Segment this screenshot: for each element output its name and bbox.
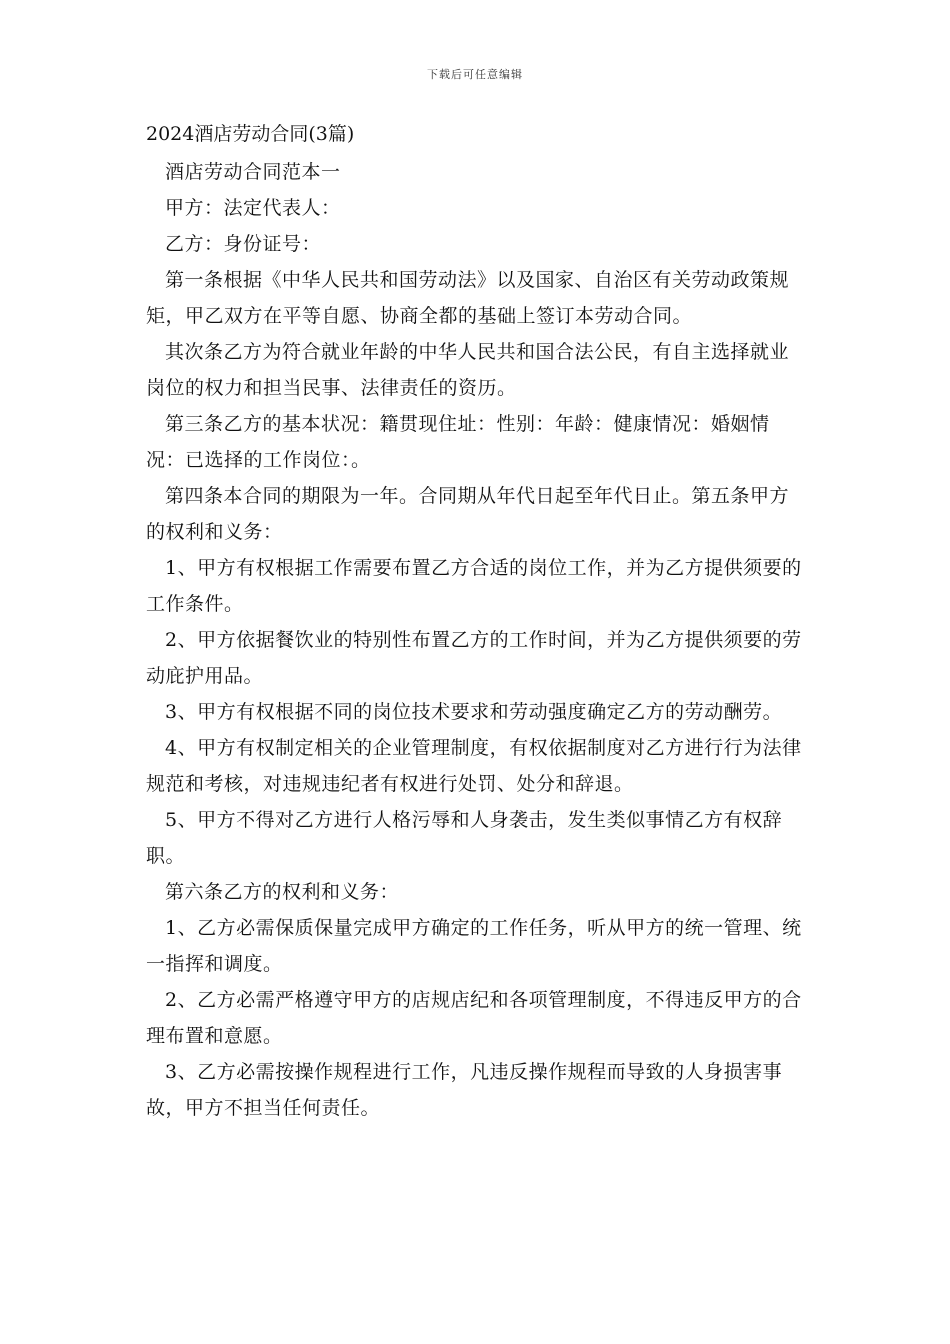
paragraph-party-a: 甲方：法定代表人： bbox=[165, 197, 341, 219]
paragraph-b-item-2: 2、乙方必需严格遵守甲方的店规店纪和各项管理制度，不得违反甲方的合理布置和意愿。 bbox=[146, 989, 802, 1047]
paragraph-party-b: 乙方：身份证号： bbox=[165, 233, 322, 255]
paragraph-a-item-1: 1、甲方有权根据工作需要布置乙方合适的岗位工作，并为乙方提供须要的工作条件。 bbox=[146, 557, 802, 615]
paragraph-subtitle: 酒店劳动合同范本一 bbox=[165, 161, 341, 183]
paragraph-article-4: 第四条本合同的期限为一年。合同期从年代日起至年代日止。第五条甲方的权利和义务： bbox=[146, 485, 790, 543]
paragraph-a-item-5: 5、甲方不得对乙方进行人格污辱和人身袭击，发生类似事情乙方有权辞职。 bbox=[146, 809, 783, 867]
page-header: 下载后可任意编辑 bbox=[427, 68, 523, 81]
paragraph-article-2: 其次条乙方为符合就业年龄的中华人民共和国合法公民，有自主选择就业岗位的权力和担当民事、法律责任的资历。 bbox=[146, 341, 790, 399]
paragraph-a-item-2: 2、甲方依据餐饮业的特别性布置乙方的工作时间，并为乙方提供须要的劳动庇护用品。 bbox=[146, 629, 802, 687]
paragraph-article-1: 第一条根据《中华人民共和国劳动法》以及国家、自治区有关劳动政策规矩，甲乙双方在平等自愿、协商全都的基础上签订本劳动合同。 bbox=[146, 269, 790, 327]
paragraph-b-item-1: 1、乙方必需保质保量完成甲方确定的工作任务，听从甲方的统一管理、统一指挥和调度。 bbox=[146, 917, 802, 975]
paragraph-article-3: 第三条乙方的基本状况：籍贯现住址：性别：年龄：健康情况：婚姻情况：已选择的工作岗位：。 bbox=[146, 413, 770, 471]
paragraph-article-6: 第六条乙方的权利和义务： bbox=[165, 881, 400, 903]
paragraph-b-item-3: 3、乙方必需按操作规程进行工作，凡违反操作规程而导致的人身损害事故，甲方不担当任何责任。 bbox=[146, 1061, 783, 1119]
paragraph-a-item-3: 3、甲方有权根据不同的岗位技术要求和劳动强度确定乙方的劳动酬劳。 bbox=[165, 701, 783, 723]
paragraph-a-item-4: 4、甲方有权制定相关的企业管理制度，有权依据制度对乙方进行行为法律规范和考核，对违规违纪者有权进行处罚、处分和辞退。 bbox=[146, 737, 802, 795]
document-title: 2024酒店劳动合同(3篇) bbox=[146, 123, 355, 145]
document-body bbox=[146, 116, 808, 1126]
